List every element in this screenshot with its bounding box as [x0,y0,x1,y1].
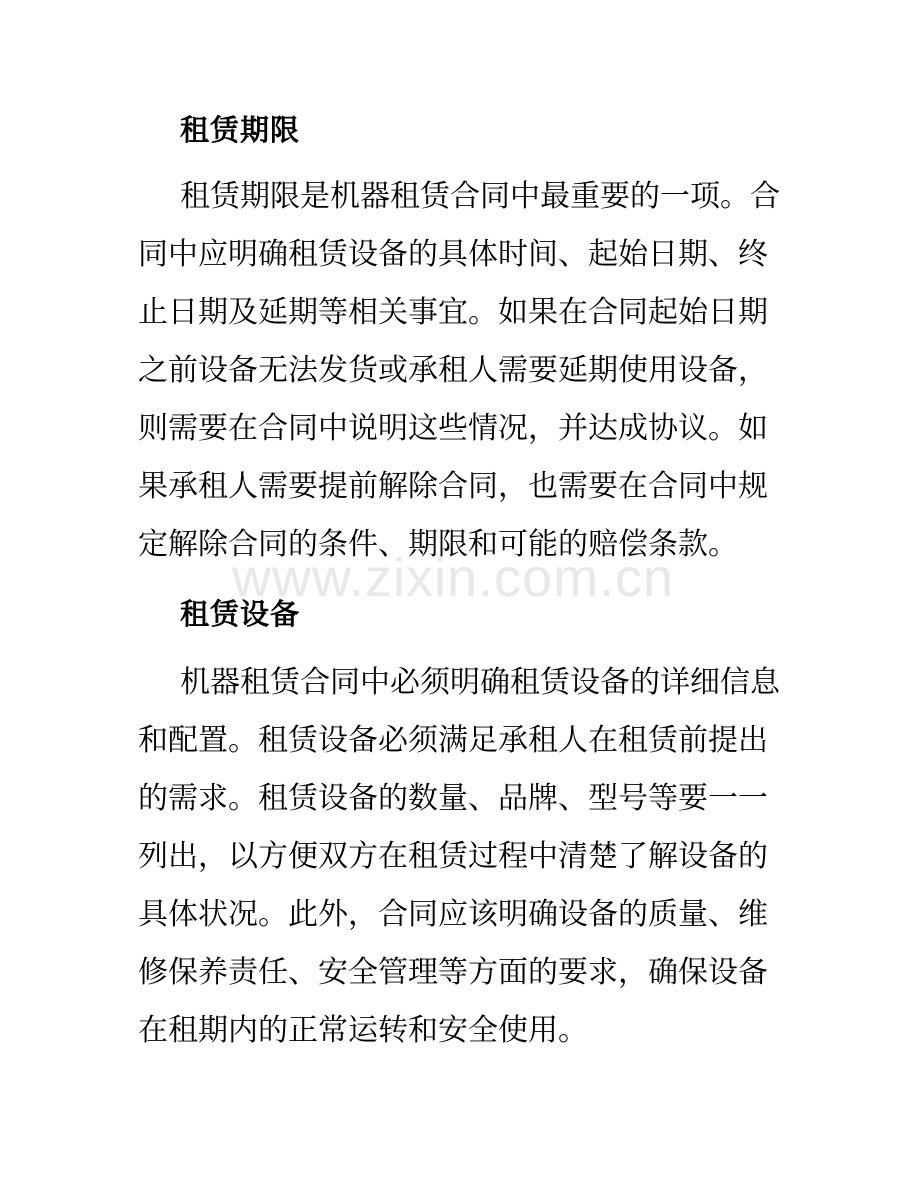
paragraph-line: 止日期及延期等相关事宜。如果在合同起始日期 [138,295,768,330]
paragraph-line: 同中应明确租赁设备的具体时间、起始日期、终 [138,237,768,272]
section-heading-lease-term: 租赁期限 [180,113,301,147]
paragraph-line: 修保养责任、安全管理等方面的要求，确保设备 [138,955,768,990]
section-heading-lease-equipment: 租赁设备 [180,597,301,631]
paragraph-line: 的需求。租赁设备的数量、品牌、型号等要一一 [138,781,768,816]
paragraph-line: 之前设备无法发货或承租人需要延期使用设备， [138,353,768,388]
paragraph-line: 列出，以方便双方在租赁过程中清楚了解设备的 [138,839,768,874]
paragraph-line: 租赁期限是机器租赁合同中最重要的一项。合 [180,179,780,214]
paragraph-line: 果承租人需要提前解除合同，也需要在合同中规 [138,469,768,504]
paragraph-line: 定解除合同的条件、期限和可能的赔偿条款。 [138,527,738,562]
paragraph-line: 和配置。租赁设备必须满足承租人在租赁前提出 [138,723,768,758]
paragraph-line: 机器租赁合同中必须明确租赁设备的详细信息 [180,665,780,700]
paragraph-line: 则需要在合同中说明这些情况，并达成协议。如 [138,411,768,446]
watermark-text: www.zixin.com.cn [232,548,675,608]
paragraph-line: 具体状况。此外，合同应该明确设备的质量、维 [138,897,768,932]
paragraph-line: 在租期内的正常运转和安全使用。 [138,1013,588,1048]
